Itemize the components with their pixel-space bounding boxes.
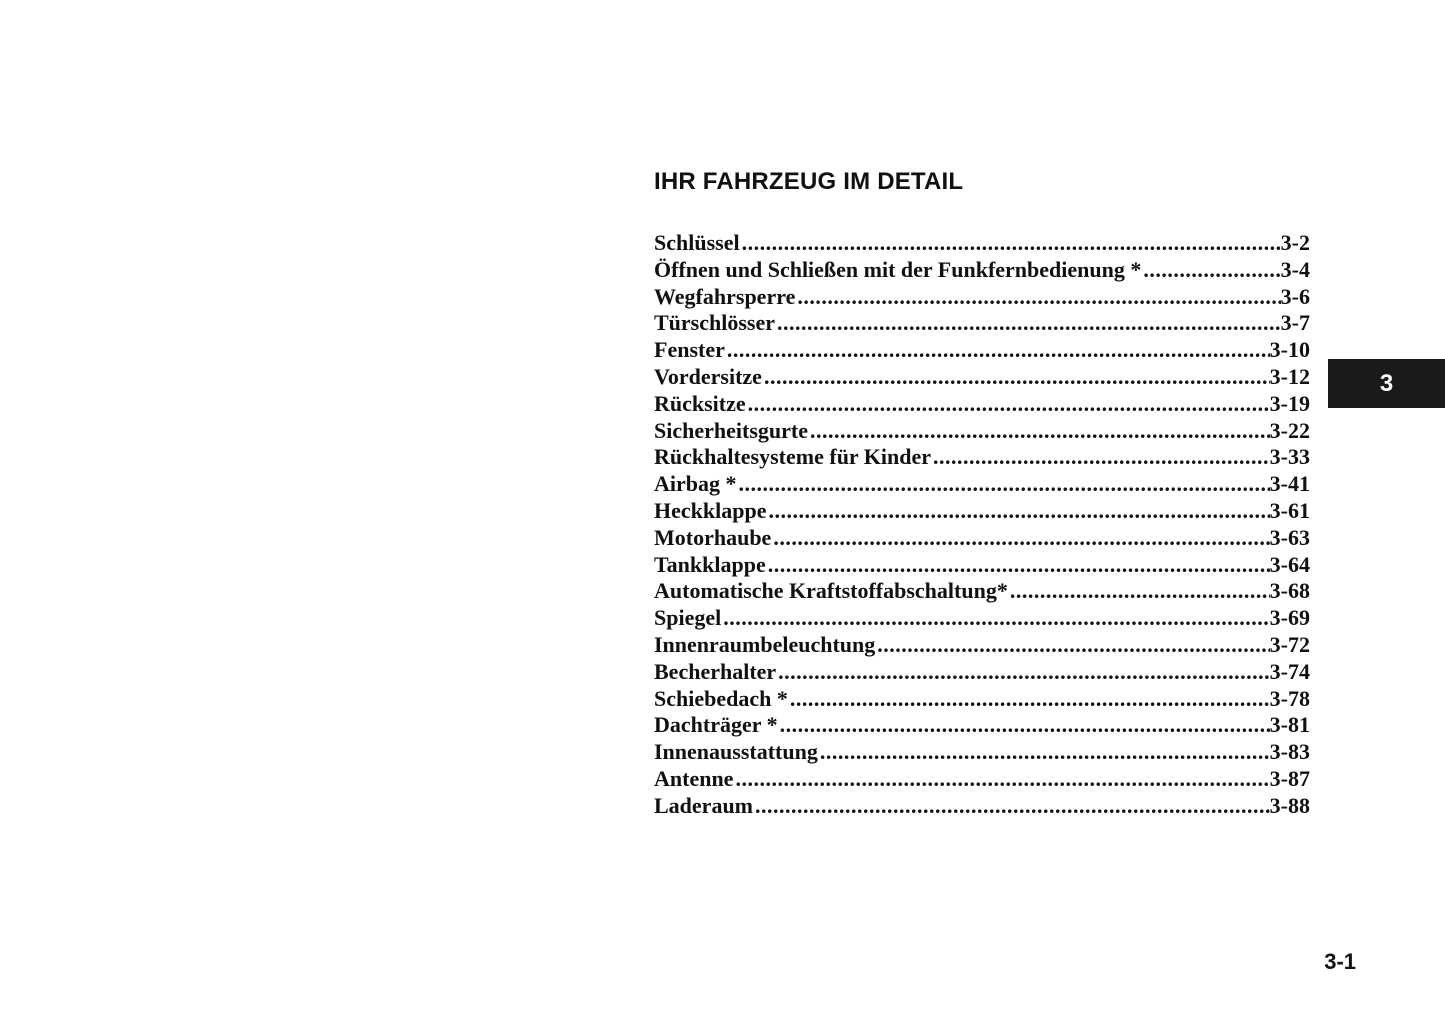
section-heading: IHR FAHRZEUG IM DETAIL	[654, 168, 964, 195]
toc-entry-page: 3-2	[1280, 230, 1310, 255]
toc-entry-title: Schiebedach *	[654, 685, 788, 711]
toc-entry[interactable]	[654, 766, 1310, 793]
toc-entry[interactable]	[654, 578, 1310, 605]
toc-entry-page: 3-41	[1269, 471, 1310, 497]
toc-entry[interactable]	[654, 337, 1310, 364]
dot-leader	[1008, 578, 1270, 605]
toc-entry[interactable]	[654, 444, 1310, 471]
toc-entry[interactable]	[654, 552, 1310, 579]
toc-entry-page: 3-22	[1269, 417, 1310, 443]
dot-leader	[733, 766, 1269, 793]
toc-entry-title: Rücksitze	[654, 390, 746, 416]
toc-entry-page: 3-78	[1269, 685, 1310, 711]
toc-entry[interactable]	[654, 310, 1310, 337]
dot-leader	[808, 418, 1270, 445]
toc-entry-title: Motorhaube	[654, 524, 772, 550]
dot-leader	[766, 498, 1269, 525]
toc-entry-page: 3-68	[1269, 578, 1310, 604]
dot-leader	[746, 391, 1270, 418]
toc-entry-title: Tankklappe	[654, 551, 766, 577]
dot-leader	[776, 659, 1270, 686]
toc-entry-page: 3-10	[1269, 337, 1310, 363]
toc-entry[interactable]	[654, 230, 1310, 257]
dot-leader	[775, 310, 1281, 337]
dot-leader	[931, 444, 1270, 471]
toc-entry[interactable]	[654, 739, 1310, 766]
toc-entry-page: 3-88	[1269, 792, 1310, 818]
toc-entry-title: Laderaum	[654, 792, 753, 818]
toc-entry[interactable]	[654, 793, 1310, 820]
dot-leader	[778, 712, 1270, 739]
page-number: 3-1	[1324, 949, 1356, 974]
toc-entry[interactable]	[654, 471, 1310, 498]
dot-leader	[818, 739, 1270, 766]
dot-leader	[737, 471, 1270, 498]
dot-leader	[721, 605, 1269, 632]
toc-entry-page: 3-63	[1269, 524, 1310, 550]
toc-entry-page: 3-19	[1269, 390, 1310, 416]
toc-entry-page: 3-33	[1269, 444, 1310, 470]
toc-entry-page: 3-74	[1269, 658, 1310, 684]
toc-entry-title: Wegfahrsperre	[654, 283, 796, 309]
toc-entry-page: 3-61	[1269, 497, 1310, 523]
chapter-tab: 3	[1328, 359, 1445, 408]
toc-entry[interactable]	[654, 659, 1310, 686]
dot-leader	[766, 552, 1270, 579]
dot-leader	[795, 284, 1280, 311]
toc-entry-title: Schlüssel	[654, 230, 740, 255]
toc-entry-title: Antenne	[654, 765, 734, 791]
dot-leader	[875, 632, 1269, 659]
toc-entry-title: Airbag *	[654, 471, 737, 497]
dot-leader	[771, 525, 1269, 552]
toc-entry[interactable]	[654, 364, 1310, 391]
toc-entry-title: Rückhaltesysteme für Kinder	[654, 444, 932, 470]
toc-entry-title: Spiegel	[654, 605, 722, 631]
toc-entry[interactable]	[654, 605, 1310, 632]
toc-entry[interactable]	[654, 525, 1310, 552]
toc-entry[interactable]	[654, 632, 1310, 659]
dot-leader	[753, 793, 1270, 820]
toc-entry-page: 3-87	[1269, 765, 1310, 791]
toc-entry-title: Automatische Kraftstoffabschaltung*	[654, 578, 1008, 604]
toc-entry-title: Sicherheitsgurte	[654, 417, 808, 443]
dot-leader	[740, 230, 1281, 257]
toc-entry-title: Dachträger *	[654, 712, 778, 738]
toc-entry[interactable]	[654, 391, 1310, 418]
toc-entry-title: Innenausstattung	[654, 739, 818, 765]
toc-entry-page: 3-7	[1280, 310, 1310, 336]
toc-entry-title: Becherhalter	[654, 658, 777, 684]
dot-leader	[725, 337, 1270, 364]
dot-leader	[788, 686, 1270, 713]
toc-entry-page: 3-83	[1269, 739, 1310, 765]
toc-entry-title: Vordersitze	[654, 363, 762, 389]
toc-entry-page: 3-6	[1280, 283, 1310, 309]
toc-entry-page: 3-69	[1269, 605, 1310, 631]
toc-entry-page: 3-81	[1269, 712, 1310, 738]
toc-entry[interactable]	[654, 498, 1310, 525]
toc-entry-title: Fenster	[654, 337, 725, 363]
toc-entry-title: Türschlösser	[654, 310, 775, 336]
toc-entry-page: 3-64	[1269, 551, 1310, 577]
toc-entry[interactable]	[654, 686, 1310, 713]
toc-entry[interactable]	[654, 284, 1310, 311]
dot-leader	[1141, 257, 1280, 284]
table-of-contents	[654, 230, 1310, 820]
toc-entry[interactable]	[654, 712, 1310, 739]
toc-entry-page: 3-72	[1269, 631, 1310, 657]
toc-entry-page: 3-4	[1280, 256, 1310, 282]
toc-entry[interactable]	[654, 257, 1310, 284]
toc-entry-page: 3-12	[1269, 363, 1310, 389]
toc-entry-title: Innenraumbeleuchtung	[654, 631, 876, 657]
toc-entry-title: Öffnen und Schließen mit der Funkfernbedienung *	[654, 256, 1142, 282]
toc-entry[interactable]	[654, 418, 1310, 445]
dot-leader	[762, 364, 1270, 391]
toc-entry-title: Heckklappe	[654, 497, 767, 523]
